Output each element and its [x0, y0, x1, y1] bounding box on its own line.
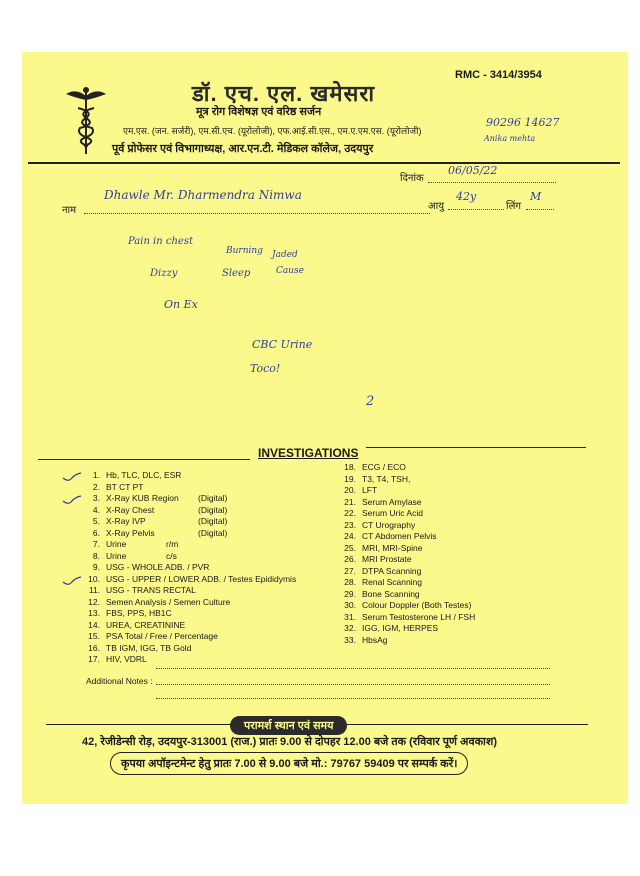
investigation-number: 10.: [88, 573, 100, 584]
investigation-number: 20.: [344, 485, 356, 495]
investigation-item: [78, 470, 296, 482]
tick-mark-icon: [62, 495, 82, 505]
investigation-item: [334, 577, 475, 589]
notes-line-3: [156, 698, 550, 699]
investigation-number: 13.: [88, 608, 100, 618]
caduceus-icon: [64, 84, 108, 156]
investigation-name: Urine: [106, 550, 127, 561]
investigation-item: [78, 574, 296, 586]
investigation-item: [78, 482, 296, 494]
investigation-number: 31.: [344, 611, 356, 622]
tick-mark-icon: [62, 472, 82, 482]
investigation-name: Hb, TLC, DLC, ESR: [106, 470, 182, 480]
investigation-name: USG - WHOLE ADB. / PVR: [106, 562, 210, 572]
investigation-number: 27.: [344, 565, 356, 576]
investigation-number: 16.: [88, 642, 100, 653]
investigation-unit: c/s: [166, 550, 177, 561]
investigation-number: 3.: [92, 493, 100, 503]
investigation-item: [334, 600, 475, 612]
investigation-name: Urine: [106, 539, 127, 549]
investigation-number: 19.: [344, 473, 356, 484]
investigation-item: [334, 566, 475, 578]
investigation-item: [78, 562, 296, 574]
investigation-item: [78, 505, 296, 517]
investigation-item: [334, 531, 475, 543]
investigation-unit: r/m: [166, 539, 179, 549]
name-line: [84, 213, 430, 214]
investigations-right-list: [334, 462, 475, 646]
tick-mark-icon: [62, 576, 82, 586]
investigation-item: [334, 497, 475, 509]
investigation-item: [78, 516, 296, 528]
investigation-item: [78, 551, 296, 563]
position: पूर्व प्रोफेसर एवं विभागाध्यक्ष, आर.एन.टी. मेडिकल कॉलेज, उदयपुर: [112, 143, 374, 155]
investigation-item: [78, 585, 296, 597]
investigation-digital: (Digital): [198, 504, 228, 515]
investigation-name: X-Ray Chest: [106, 504, 155, 515]
investigation-number: 15.: [88, 631, 100, 641]
date-label: दिनांक: [400, 173, 424, 184]
investigation-number: 28.: [344, 577, 356, 587]
age-label: आयु: [428, 201, 445, 212]
investigation-name: Semen Analysis / Semen Culture: [106, 596, 231, 607]
investigation-name: UREA, CREATININE: [106, 619, 186, 630]
investigation-item: [78, 620, 296, 632]
investigation-number: 7.: [92, 539, 100, 549]
investigation-number: 23.: [344, 519, 356, 530]
investigation-number: 32.: [344, 623, 356, 633]
date-line: [428, 182, 556, 183]
investigation-number: 1.: [92, 470, 100, 480]
clinic-address: 42, रेजीडेन्सी रोड़, उदयपुर-313001 (राज.) प्रातः 9.00 से दोपहर 12.00 बजे तक (रविवार पूर्ण अवकाश): [82, 736, 498, 748]
consultation-banner: परामर्श स्थान एवं समय: [230, 716, 347, 735]
investigation-number: 30.: [344, 600, 356, 610]
investigation-item: [334, 508, 475, 520]
investigation-number: 6.: [92, 527, 100, 538]
investigation-name: HbsAg: [362, 634, 388, 645]
investigation-item: [78, 539, 296, 551]
investigation-name: ECG / ECO: [362, 462, 406, 472]
investigation-item: [334, 520, 475, 532]
doctor-name: डॉ. एच. एल. खमेसरा: [192, 81, 376, 106]
investigation-item: [334, 462, 475, 474]
notes-line-1: [156, 668, 550, 669]
investigation-name: X-Ray KUB Region: [106, 493, 179, 503]
investigation-number: 2.: [92, 481, 100, 492]
investigation-digital: (Digital): [198, 493, 228, 503]
note-pain: Pain in chest: [128, 236, 193, 247]
investigation-name: MRI, MRI-Spine: [362, 542, 423, 553]
additional-notes-label: Additional Notes :: [86, 676, 153, 686]
investigation-number: 8.: [92, 550, 100, 561]
investigation-number: 24.: [344, 531, 356, 541]
investigation-item: [78, 597, 296, 609]
investigation-name: Renal Scanning: [362, 577, 423, 587]
investigation-item: [334, 612, 475, 624]
investigation-number: 22.: [344, 508, 356, 518]
investigation-item: [334, 554, 475, 566]
investigations-left-list: [78, 470, 296, 666]
note-sleep: Sleep: [222, 268, 251, 279]
investigation-item: [78, 608, 296, 620]
investigation-name: BT CT PT: [106, 481, 144, 492]
investigation-name: FBS, PPS, HB1C: [106, 608, 172, 618]
investigation-item: [78, 631, 296, 643]
investigation-name: TB IGM, IGG, TB Gold: [106, 642, 192, 653]
investigation-name: LFT: [362, 485, 378, 495]
handwritten-note-top: Anika mehta: [484, 134, 536, 143]
investigation-number: 12.: [88, 596, 100, 607]
note-two: 2: [366, 394, 375, 409]
investigation-name: USG - UPPER / LOWER ADB. / Testes Epididymis: [106, 573, 297, 584]
rmc-number: RMC - 3414/3954: [455, 69, 542, 81]
sex-line: [526, 209, 554, 210]
investigation-number: 21.: [344, 496, 356, 507]
investigation-item: [334, 635, 475, 647]
prescription-sheet: [22, 52, 628, 804]
investigation-item: [78, 493, 296, 505]
specialty: मूत्र रोग विशेषज्ञ एवं वरिष्ठ सर्जन: [196, 106, 322, 118]
investigations-heading: INVESTIGATIONS: [258, 446, 359, 460]
investigation-item: [334, 543, 475, 555]
note-toco: Toco!: [250, 362, 281, 375]
investigation-number: 11.: [88, 585, 100, 595]
investigation-item: [334, 623, 475, 635]
investigation-name: T3, T4, TSH,: [362, 473, 411, 484]
investigation-item: [334, 474, 475, 486]
investigation-name: CT Abdomen Pelvis: [362, 531, 437, 541]
age-value: 42y: [456, 190, 477, 203]
investigation-number: 29.: [344, 588, 356, 599]
handwritten-phone: 90296 14627: [486, 116, 560, 129]
investigations-rule-right: [366, 447, 586, 448]
investigation-name: DTPA Scanning: [362, 565, 422, 576]
note-jaded: Jaded: [272, 250, 298, 260]
investigation-item: [78, 654, 296, 666]
name-value: Dhawle Mr. Dharmendra Nimwa: [104, 188, 302, 202]
investigation-name: X-Ray Pelvis: [106, 527, 155, 538]
age-line: [448, 209, 504, 210]
investigation-item: [78, 643, 296, 655]
investigation-name: PSA Total / Free / Percentage: [106, 631, 218, 641]
investigation-name: Colour Doppler (Both Testes): [362, 600, 472, 610]
notes-line-2: [156, 684, 550, 685]
qualifications: एम.एस. (जन. सर्जरी), एम.सी.एच. (यूरोलोजी), एफ.आई.सी.एस., एम.ए.एम.एस. (यूरोलोजी): [123, 126, 422, 136]
note-cbc-urine: CBC Urine: [252, 338, 313, 351]
appointment-note: कृपया अपॉइन्टमेन्ट हेतु प्रातः 7.00 से 9.00 बजे मो.: 79767 59409 पर सम्पर्क करें।: [110, 752, 468, 775]
investigation-name: Serum Amylase: [362, 496, 422, 507]
note-burning: Burning: [226, 246, 263, 256]
investigation-name: Serum Uric Acid: [362, 508, 423, 518]
investigation-name: X-Ray IVP: [106, 516, 146, 526]
investigation-name: Serum Testosterone LH / FSH: [362, 611, 476, 622]
investigation-item: [334, 589, 475, 601]
investigation-number: 4.: [92, 504, 100, 515]
investigation-digital: (Digital): [198, 516, 228, 526]
sex-value: M: [530, 190, 542, 203]
investigation-name: MRI Prostate: [362, 554, 412, 564]
note-on-ex: On Ex: [164, 298, 198, 311]
note-dizzy: Dizzy: [150, 268, 178, 279]
investigation-name: Bone Scanning: [362, 588, 420, 599]
investigation-number: 26.: [344, 554, 356, 564]
investigation-item: [334, 485, 475, 497]
name-label: नाम: [62, 205, 77, 216]
investigation-number: 17.: [88, 654, 100, 664]
header-divider: [28, 162, 620, 164]
date-value: 06/05/22: [448, 164, 498, 177]
investigation-name: IGG, IGM, HERPES: [362, 623, 439, 633]
investigation-name: USG - TRANS RECTAL: [106, 585, 196, 595]
note-cause: Cause: [276, 266, 304, 276]
investigation-name: HIV, VDRL: [106, 654, 147, 664]
sex-label: लिंग: [506, 201, 521, 212]
investigation-item: [78, 528, 296, 540]
investigation-number: 5.: [92, 516, 100, 526]
investigations-rule-left: [38, 459, 250, 460]
investigation-digital: (Digital): [198, 527, 228, 538]
investigation-number: 9.: [92, 562, 100, 572]
investigation-number: 14.: [88, 619, 100, 630]
investigation-number: 25.: [344, 542, 356, 553]
investigation-number: 18.: [344, 462, 356, 472]
investigation-name: CT Urography: [362, 519, 416, 530]
investigation-number: 33.: [344, 634, 356, 645]
